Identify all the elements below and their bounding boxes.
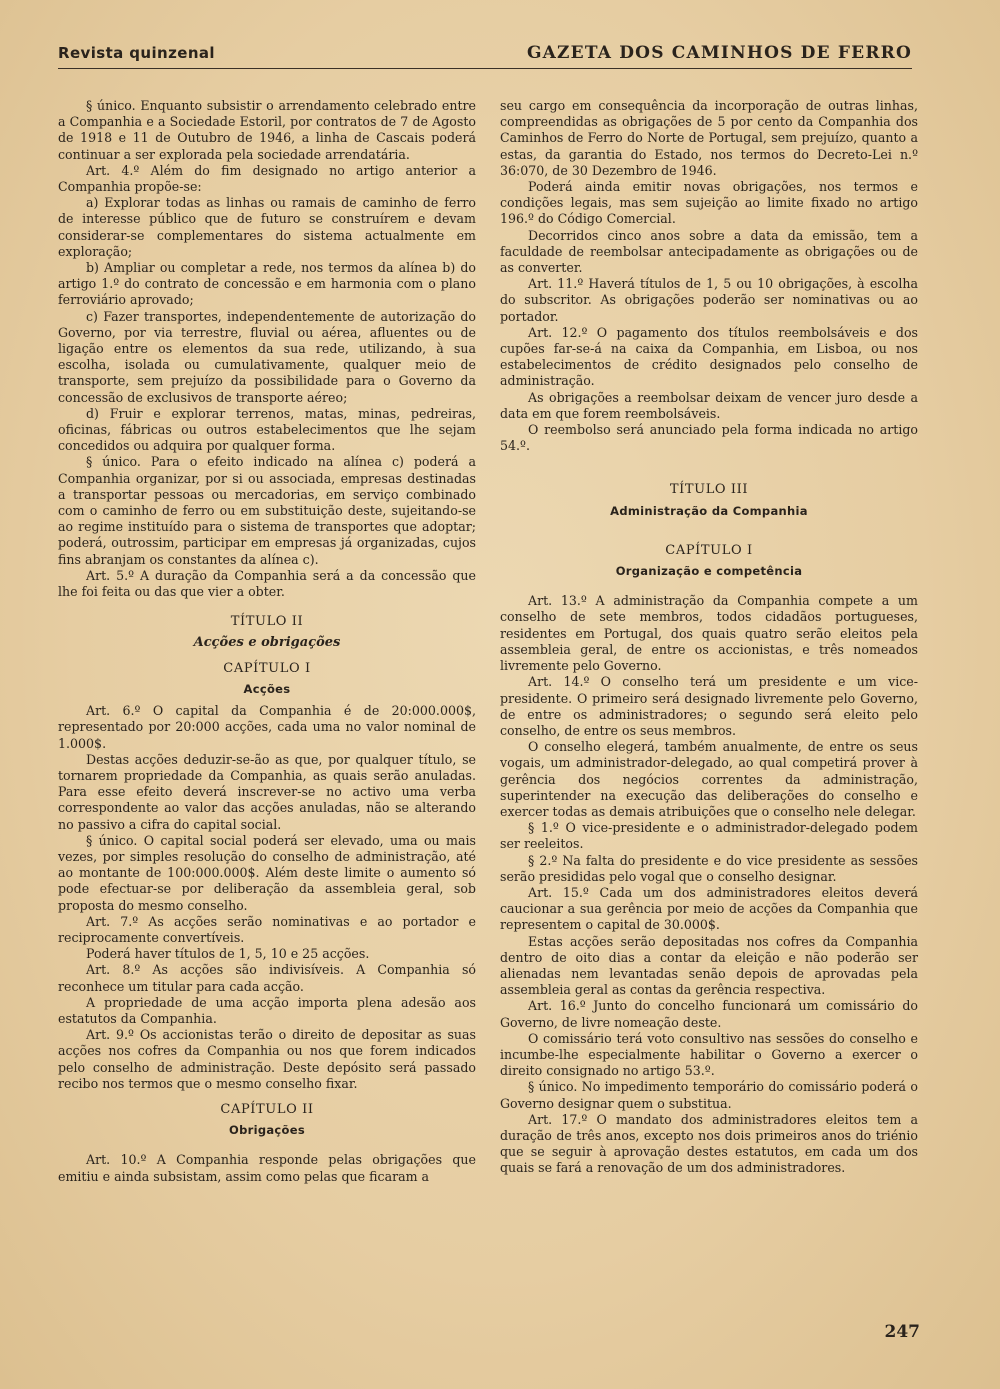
paragraph: Art. 4.º Além do fim designado no artigo anterior a Companhia propõe-se:	[58, 162, 476, 195]
paragraph: Art. 15.º Cada um dos administradores eleitos deverá caucionar a sua gerência por meio de acções da Companhia que representem o capital de 30.000$.	[500, 884, 918, 933]
header-left: Revista quinzenal	[58, 44, 215, 62]
page-number: 247	[884, 1322, 920, 1342]
paragraph: Poderá ainda emitir novas obrigações, nos termos e condições legais, mas sem sujeição ao limite fixado no artigo 196.º do Código Comercial.	[500, 179, 918, 227]
chapter-subtitle: Obrigações	[229, 1123, 305, 1138]
right-column	[500, 98, 918, 1177]
paragraph: Art. 10.º A Companhia responde pelas obrigações que emitiu e ainda subsistam, assim como pelas que ficaram a	[58, 1152, 476, 1184]
paragraph: Art. 16.º Junto do concelho funcionará um comissário do Governo, de livre nomeação deste.	[500, 998, 918, 1030]
section-title: TÍTULO III	[669, 482, 749, 498]
paragraph: § único. Para o efeito indicado na alínea c) poderá a Companhia organizar, por si ou associada, empresas destinadas a transportar pessoas ou mercadorias, em serviço combinado com o caminho de ferro ou em substituição deste, sujeitando-se ao regime instituído para o sistema de transportes que adoptar; poderá, outrossim, participar em empresas já organizadas, cujos fins abranjam os constantes da alínea c).	[58, 454, 476, 567]
paragraph: § 2.º Na falta do presidente e do vice presidente as sessões serão presididas pelo vogal que o conselho designar.	[500, 852, 918, 884]
paragraph: As obrigações a reembolsar deixam de vencer juro desde a data em que forem reembolsáveis.	[500, 389, 918, 421]
paragraph: a) Explorar todas as linhas ou ramais de caminho de ferro de interesse público que de futuro se construírem e devam considerar-se complementares do sistema actualmente em exploração;	[58, 195, 476, 259]
paragraph: Art. 11.º Haverá títulos de 1, 5 ou 10 obrigações, à escolha do subscritor. As obrigações poderão ser nominativas ou ao portador.	[500, 276, 918, 324]
paragraph: § único. No impedimento temporário do comissário poderá o Governo designar quem o substitua.	[500, 1079, 918, 1111]
left-column	[58, 98, 476, 1185]
section-subtitle: Administração da Companhia	[610, 503, 808, 518]
paragraph: Destas acções deduzir-se-ão as que, por qualquer título, se tornarem propriedade da Companhia, as quais serão anuladas. Para esse efeito deverá inscrever-se no activo uma verba correspondente ao valor das acções anuladas, não se alterando no passivo a cifra do capital social.	[58, 751, 476, 832]
chapter-title: CAPÍTULO I	[223, 660, 311, 676]
paragraph: Art. 5.º A duração da Companhia será a da concessão que lhe foi feita ou das que vier a obter.	[58, 567, 476, 600]
paragraph: c) Fazer transportes, independentemente de autorização do Governo, por via terrestre, fluvial ou aérea, afluentes ou de ligação entre os elementos da sua rede, utilizando, à sua escolha, isolada ou cumulativamente, qualquer meio de transporte, sem prejuízo da possibilidade para o Governo da concessão de exclusivos de transporte aéreo;	[58, 308, 476, 405]
paragraph: Art. 7.º As acções serão nominativas e ao portador e reciprocamente convertíveis.	[58, 913, 476, 945]
paragraph: Art. 14.º O conselho terá um presidente e um vice-presidente. O primeiro será designado livremente pelo Governo, de entre os administradores; o segundo será eleito pelo conselho, de entre os seus membros.	[500, 674, 918, 738]
paragraph: O reembolso será anunciado pela forma indicada no artigo 54.º.	[500, 422, 918, 454]
paragraph: seu cargo em consequência da incorporação de outras linhas, compreendidas as obrigações de 5 por cento da Companhia dos Caminhos de Ferro do Norte de Portugal, sem prejuízo, quanto a estas, da garantia do Estado, nos termos do Decreto-Lei n.º 36:070, de 30 Dezembro de 1946.	[500, 98, 918, 178]
paragraph: Art. 8.º As acções são indivisíveis. A Companhia só reconhece um titular para cada acção.	[58, 962, 476, 994]
paragraph: Estas acções serão depositadas nos cofres da Companhia dentro de oito dias a contar da eleição e não poderão ser alienadas nem levantadas senão depois de aprovadas pela assembleia geral as contas da gerência respectiva.	[500, 933, 918, 998]
section-subtitle: Acções e obrigações	[193, 634, 341, 650]
paragraph: Art. 13.º A administração da Companhia compete a um conselho de sete membros, todos cidadãos portugueses, residentes em Portugal, dos quais quatro serão eleitos pela assembleia geral, de entre os accionistas, e três nomeados livremente pelo Governo.	[500, 593, 918, 674]
paragraph: § único. O capital social poderá ser elevado, uma ou mais vezes, por simples resolução do conselho de administração, até ao montante de 100:000.000$. Além deste limite o aumento só pode efectuar-se por deliberação da assembleia geral, sob proposta do mesmo conselho.	[58, 832, 476, 913]
paragraph: Art. 17.º O mandato dos administradores eleitos tem a duração de três anos, excepto nos dois primeiros anos do triénio que se seguir à aprovação destes estatutos, em cada um dos quais se fará a renovação de um dos administradores.	[500, 1111, 918, 1176]
paragraph: Art. 12.º O pagamento dos títulos reembolsáveis e dos cupões far-se-á na caixa da Companhia, em Lisboa, ou nos estabelecimentos de crédito designados pelo conselho de administração.	[500, 324, 918, 389]
header-right: GAZETA DOS CAMINHOS DE FERRO	[526, 43, 912, 63]
paragraph: A propriedade de uma acção importa plena adesão aos estatutos da Companhia.	[58, 994, 476, 1026]
chapter-title: CAPÍTULO II	[220, 1101, 314, 1117]
paragraph: Decorridos cinco anos sobre a data da emissão, tem a faculdade de reembolsar antecipadamente as obrigações ou de as converter.	[500, 227, 918, 276]
paragraph: Art. 9.º Os accionistas terão o direito de depositar as suas acções nos cofres da Companhia ou nos que forem indicados pelo conselho de administração. Deste depósito será passado recibo nos termos que o mesmo conselho fixar.	[58, 1027, 476, 1091]
paragraph: O comissário terá voto consultivo nas sessões do conselho e incumbe-lhe especialmente habilitar o Governo a exercer o direito consignado no artigo 53.º.	[500, 1030, 918, 1079]
paragraph: § 1.º O vice-presidente e o administrador-delegado podem ser reeleitos.	[500, 820, 918, 852]
paragraph: § único. Enquanto subsistir o arrendamento celebrado entre a Companhia e a Sociedade Estoril, por contratos de 7 de Agosto de 1918 e 11 de Outubro de 1946, a linha de Cascais poderá continuar a ser explorada pela sociedade arrendatária.	[58, 98, 476, 162]
running-header	[58, 38, 912, 69]
chapter-subtitle: Acções	[243, 681, 291, 696]
section-title: TÍTULO II	[230, 614, 304, 630]
paragraph: b) Ampliar ou completar a rede, nos termos da alínea b) do artigo 1.º do contrato de concessão e em harmonia com o plano ferroviário aprovado;	[58, 260, 476, 308]
paragraph: Poderá haver títulos de 1, 5, 10 e 25 acções.	[86, 946, 370, 962]
paragraph: Art. 6.º O capital da Companhia é de 20:000.000$, representado por 20:000 acções, cada uma no valor nominal de 1.000$.	[58, 703, 476, 751]
paragraph: d) Fruir e explorar terrenos, matas, minas, pedreiras, oficinas, fábricas ou outros estabelecimentos que lhe sejam concedidos ou adquira por qualquer forma.	[58, 405, 476, 454]
chapter-title: CAPÍTULO I	[665, 542, 753, 558]
chapter-subtitle: Organização e competência	[615, 564, 803, 579]
paragraph: O conselho elegerá, também anualmente, de entre os seus vogais, um administrador-delegado, ao qual competirá prover à gerência dos negócios correntes da administração, superintender na execução das deliberações do conselho e exercer todas as demais atribuições que o conselho nele delegar.	[500, 739, 918, 819]
